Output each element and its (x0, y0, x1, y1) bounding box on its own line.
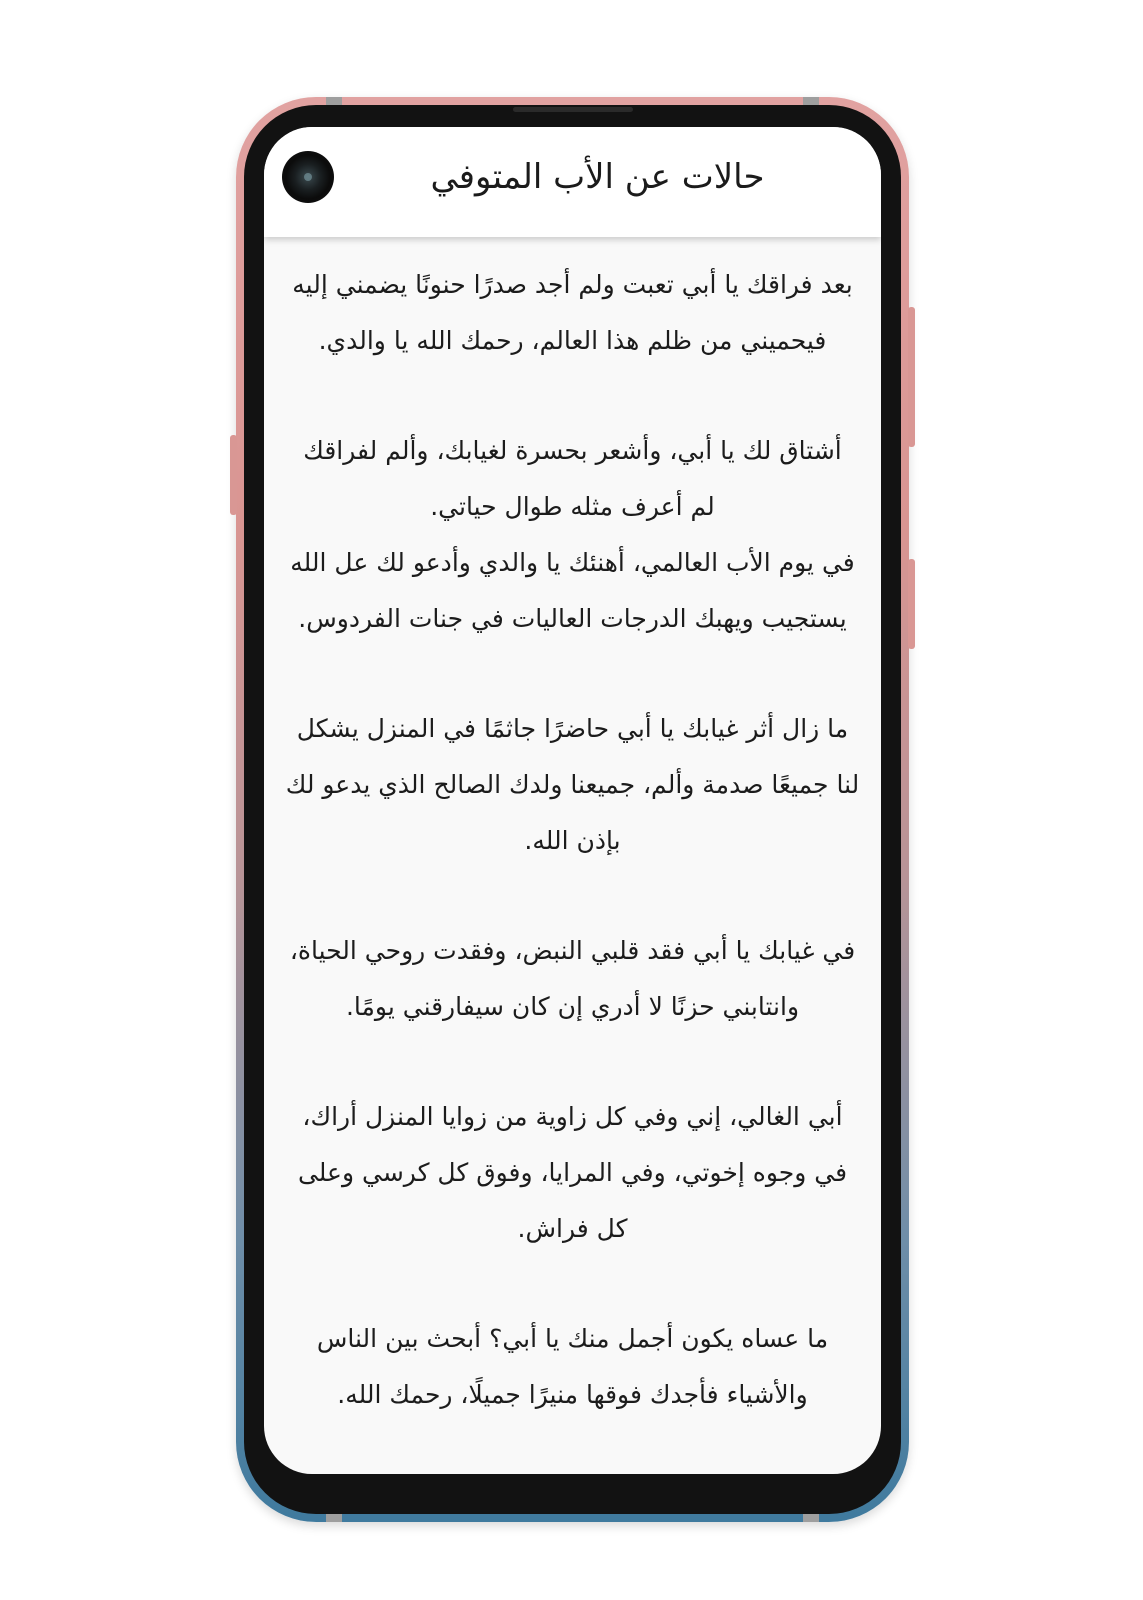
side-button (908, 307, 915, 447)
status-text[interactable]: بعد فراقك يا أبي تعبت ولم أجد صدرًا حنونًا يضمني إليه فيحميني من ظلم هذا العالم، رحمك الله يا والدي. (292, 270, 853, 355)
antenna-band (326, 97, 342, 105)
earpiece-speaker (513, 107, 633, 112)
app-screen (264, 127, 881, 1474)
spacer (282, 1257, 863, 1311)
power-button (908, 559, 915, 649)
status-text[interactable]: في يوم الأب العالمي، أهنئك يا والدي وأدعو لك عل الله يستجيب ويهبك الدرجات العاليات في جنات الفردوس. (290, 548, 855, 633)
antenna-band (326, 1514, 342, 1522)
antenna-band (803, 97, 819, 105)
spacer (282, 1035, 863, 1089)
status-text[interactable]: أبي الغالي، إني وفي كل زاوية من زوايا المنزل أراك، في وجوه إخوتي، وفي المرايا، وفوق كل كرسي وعلى كل فراش. (297, 1102, 848, 1243)
status-text[interactable]: في غيابك يا أبي فقد قلبي النبض، وفقدت روحي الحياة، وانتابني حزنًا لا أدري إن كان سيفارقني يومًا. (289, 936, 856, 1021)
camera-lens (304, 173, 312, 181)
status-text[interactable]: ما عساه يكون أجمل منك يا أبي؟ أبحث بين الناس والأشياء فأجدك فوقها منيرًا جميلًا، رحمك الله. (316, 1324, 829, 1409)
screen-bezel (244, 105, 901, 1514)
status-text[interactable]: ما زال أثر غيابك يا أبي حاضرًا جاثمًا في المنزل يشكل لنا جميعًا صدمة وألم، جميعنا ولدك الصالح الذي يدعو لك بإذن الله. (285, 714, 860, 855)
spacer (282, 369, 863, 423)
app-header (264, 127, 881, 237)
spacer (282, 869, 863, 923)
status-list[interactable] (282, 237, 863, 1474)
front-camera-icon (282, 151, 334, 203)
status-text[interactable]: أشتاق لك يا أبي، وأشعر بحسرة لغيابك، وألم لفراقك لم أعرف مثله طوال حياتي. (303, 436, 842, 521)
page-title: حالات عن الأب المتوفي (430, 157, 765, 197)
spacer (282, 647, 863, 701)
phone-frame (236, 97, 909, 1522)
antenna-band (803, 1514, 819, 1522)
volume-button (230, 435, 237, 515)
